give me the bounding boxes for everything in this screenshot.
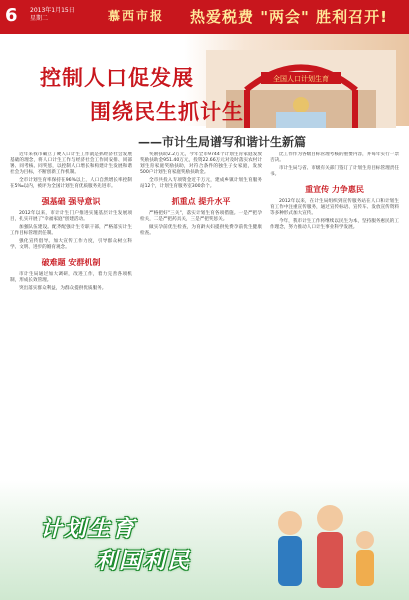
headline-subtitle: ——市计生局谱写和谐计生新篇 bbox=[138, 135, 307, 149]
section-heading: 强基础 强导意识 bbox=[41, 197, 101, 206]
paragraph: 全市计划生育率保持在96%以上，人口自然增长率控制在5‰以内，被评为全国计划生育优质服务先进市。 bbox=[10, 178, 132, 189]
header-slogan: 热爱税费 "两会" 胜利召开! bbox=[190, 8, 388, 26]
paragraph: 全市共投入专项资金近千万元，建成乡镇计划生育服务站12个，计划生育服务室300余个。 bbox=[140, 178, 262, 189]
family-illustration bbox=[250, 478, 400, 598]
paragraph: 近年来我市确立了硬人口计生工作就是抓经济社会发展基础的理念，将人口计生工作与经济社会工作同安排、同部署、同考核、同奖惩，以控制人口增长和构建计生发展和谐社会为目标，不断创新工作机制。 bbox=[10, 152, 132, 175]
paragraph: 奖励扶助2.2万元，今年全市9744个计划生育家庭发放奖励扶助金951.40万元，投资22.66万元对及时落实农村计划生育家庭奖励扶助，对符合条件的独生子女家庭，发放500户计划生育家庭奖励扶助金。 bbox=[140, 152, 262, 175]
paragraph: 严格把好"三关"，落实计划生育各项措施。一是严把孕检关，二是严把药具关，三是严把奖惩关。 bbox=[140, 211, 262, 222]
issue-date: 2013年1月15日 星期二 bbox=[30, 7, 75, 22]
footer-slogan-line-2: 利国利民 bbox=[95, 549, 192, 574]
article-column-1 bbox=[10, 152, 132, 472]
paragraph: 突出落实群众利益，为群众提供优质服务。 bbox=[19, 286, 107, 291]
headline-line-1: 控制人口促发展 bbox=[40, 66, 194, 90]
paragraph: 今年，我市计生工作将继续以民生为本，坚持服务惠民的工作理念，努力推动人口计生事业科学发展。 bbox=[270, 219, 399, 230]
paragraph: 2012年以来，市计计生门户推进实施基层计生发展项目，扎实开展了"幸福家庭"创建活动。 bbox=[10, 211, 132, 222]
paragraph: 加强队伍建设。配齐配强计生专职干部，严格落实计生工作目标管理责任制。 bbox=[10, 225, 132, 236]
paragraph: 强化宣传倡导。加大宣传工作力度，引导群众树立科学、文明、进步的婚育观念。 bbox=[10, 239, 132, 250]
page-header bbox=[0, 0, 409, 34]
paragraph: 比工作作为各级目标管理考核的重要内容，并每年实行一票否决。 bbox=[270, 152, 399, 163]
paragraph: 2012年以来，在计生局组织到宣传服务站在人口和计划生育工作中注重宣传服务，通过宣传标语、宣传车、发放宣传资料等多种形式加大宣传。 bbox=[270, 199, 399, 216]
section-heading: 破难题 安群机制 bbox=[41, 258, 101, 267]
section-heading: 重宣传 力争惠民 bbox=[305, 185, 364, 194]
newspaper-name: 慕西市报 bbox=[108, 9, 165, 23]
paragraph: 做实孕前优生检查，为育龄夫妇提供免费孕前优生健康检查。 bbox=[140, 225, 262, 236]
footer-slogan-line-1: 计划生育 bbox=[40, 517, 137, 542]
page-number: 6 bbox=[5, 5, 18, 26]
headline-line-2: 围绕民生抓计生 bbox=[90, 100, 244, 124]
paragraph: 市计生局与省、市级有关部门签订了计划生育目标管理责任书。 bbox=[270, 166, 399, 177]
section-heading: 抓重点 提升水平 bbox=[171, 197, 231, 206]
photo-caption: 全国人口计划生育 bbox=[273, 75, 329, 83]
paragraph: 市计生局通过加大调研，改进工作，着力完善各项机制，形成长效管理。 bbox=[10, 272, 132, 283]
